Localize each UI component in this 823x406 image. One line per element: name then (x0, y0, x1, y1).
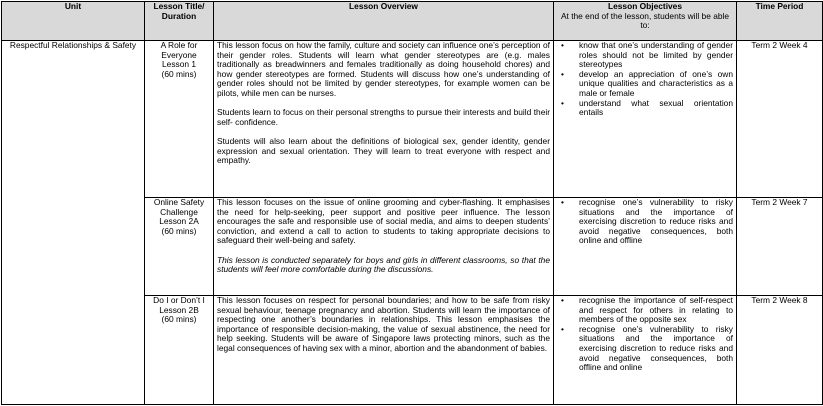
objective-item (557, 41, 733, 70)
overview-paragraph: This lesson focuses on the issue of online grooming and cyber-flashing. It emphasises the need for help-seeking, peer support and positive peer influence. The lesson encourages the safe and responsible use of social media, and aims to deepen students’ conviction, and extend a call to action to students to taking appropriate decisions to safeguard their well-being and safety. (217, 197, 550, 246)
time-period-cell: Term 2 Week 4 (737, 41, 823, 198)
objectives-list (557, 198, 733, 246)
objective-item (557, 70, 733, 99)
header-objectives-subtitle: At the end of the lesson, students will be able to: (560, 10, 730, 31)
lesson-title-line: Online Safety (153, 197, 205, 207)
lesson-title-cell (145, 41, 214, 198)
header-row (2, 2, 823, 41)
lesson-title-cell (145, 198, 214, 296)
lesson-overview-cell (214, 198, 554, 296)
bullet-icon: • (561, 323, 564, 334)
lesson-title-line: Challenge (160, 206, 198, 217)
bullet-icon: • (561, 295, 564, 305)
lesson-objectives-cell (554, 296, 737, 405)
lesson-row (2, 41, 823, 198)
objective-item (557, 325, 733, 373)
time-period-cell: Term 2 Week 7 (737, 198, 823, 296)
lesson-title-line: Lesson 1 (162, 59, 196, 70)
overview-paragraph: Students learn to focus on their personal strengths to pursue their interests and build their self- confidence. (217, 107, 550, 127)
objective-text: understand what sexual orientation entails (579, 97, 733, 118)
lesson-title-line: (60 mins) (161, 225, 197, 236)
lesson-title-line: Everyone (161, 49, 197, 60)
overview-paragraph: Students will also learn about the definitions of biological sex, gender identity, gender expression and sexual orientation. They will learn to treat everyone with respect and empathy. (217, 135, 550, 166)
header-lesson-overview: Lesson Overview (214, 2, 554, 41)
objective-text: recognise one’s vulnerability to risky situations and the importance of exercising discretion to reduce risks and avoid negative consequences, both online and offline (579, 197, 733, 246)
lesson-title-line: Do I or Don’t I (153, 295, 205, 305)
overview-note: This lesson is conducted separately for boys and girls in different classrooms, so that the students will feel more comfortable during the discussions. (217, 254, 550, 275)
lesson-title-line: Lesson 2A (159, 216, 199, 227)
objective-text: know that one’s understanding of gender roles should not be limited by gender stereotypes (579, 40, 733, 70)
objective-item (557, 198, 733, 246)
unit-cell: Respectful Relationships & Safety (2, 41, 145, 405)
header-time-period: Time Period (737, 2, 823, 41)
bullet-icon: • (561, 68, 564, 79)
bullet-icon: • (561, 97, 564, 108)
lesson-title-line: (60 mins) (161, 68, 197, 79)
objectives-list (557, 296, 733, 373)
objective-item (557, 99, 733, 118)
objective-text: recognise one’s vulnerability to risky situations and the importance of exercising discretion to reduce risks and avoid negative consequences, both offline and online (579, 323, 733, 373)
objectives-list (557, 41, 733, 118)
header-lesson-objectives: Lesson Objectives At the end of the lesson, students will be able to: (554, 2, 737, 41)
objective-item (557, 296, 733, 325)
lesson-overview-cell (214, 296, 554, 405)
overview-paragraph: This lesson focus on how the family, culture and society can influence one’s perception of their gender roles. Students will learn what gender stereotypes are (e.g. males traditionally as breadwinners and females traditionally as doing household chores) and how gender stereotypes are formed. Students will discuss how one’s understanding of gender roles should not be limited by gender stereotypes, for example women can be pilots, while men can be nurses. (217, 40, 550, 98)
header-lesson-title: Lesson Title/ Duration (145, 2, 214, 41)
lesson-table (1, 1, 823, 405)
overview-paragraph: This lesson focuses on respect for personal boundaries; and how to be safe from risky sexual behaviour, teenage pregnancy and abortion. Students will learn the importance of respecting one another’s boundaries in relationships. This lesson emphasises the importance of responsible decision-making, the value of sexual abstinence, the need for help seeking. Students will be aware of Singapore laws protecting minors, such as the legal consequences of having sex with a minor, abortion and the abandonment of babies. (217, 295, 550, 353)
lesson-title-line: A Role for (160, 40, 198, 50)
header-unit: Unit (2, 2, 145, 41)
lesson-overview-cell (214, 41, 554, 198)
lesson-objectives-cell (554, 198, 737, 296)
objective-text: recognise the importance of self-respect and respect for others in relating to members of the opposite sex (579, 295, 733, 325)
objective-text: develop an appreciation of one’s own unique qualities and characteristics as a male or female (579, 68, 733, 98)
bullet-icon: • (561, 40, 564, 50)
lesson-title-cell (145, 296, 214, 405)
time-period-cell: Term 2 Week 8 (737, 296, 823, 405)
bullet-icon: • (561, 197, 564, 207)
lesson-objectives-cell (554, 41, 737, 198)
lesson-title-line: Lesson 2B (159, 304, 199, 315)
lesson-title-line: (60 mins) (161, 314, 197, 325)
